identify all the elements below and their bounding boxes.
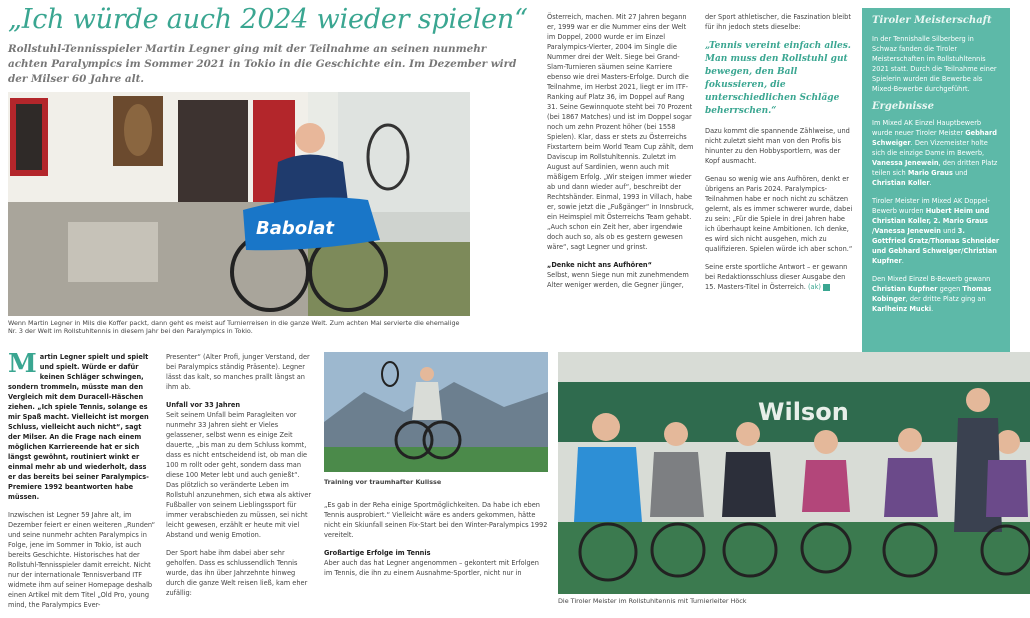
- paragraph: Inzwischen ist Legner 59 Jahre alt, im Dezember feiert er einen weiteren „Runden“ und seine nunmehr achten Paralympics in Folge, jene im Sommer in Tokio, ist auch bereits Geschichte. Historisches hat der Rollstuhl-Tennisspieler damit erreicht. Nicht nur der internationale Tennisverband ITF widmete ihm auf seiner Homepage deshalb einen Artikel mit dem Titel „Old Pro, young mind, the Paralympics Ever-: [8, 511, 156, 609]
- article-column-2: [166, 352, 314, 606]
- article-column-4: [547, 12, 695, 298]
- photo-group-caption: Die Tiroler Meister im Rollstuhltennis mit Turnierleiter Höck: [558, 597, 747, 605]
- box-subheading: Ergebnisse: [872, 101, 934, 112]
- paragraph: „Es gab in der Reha einige Sportmöglichkeiten. Da habe ich eben Tennis ausprobiert.“ Vielleicht wäre es anders gekommen, hätte nicht ein Skiunfall seinen Fix-Start bei den Winter-Paralympics 1992 vereitelt.: [324, 501, 548, 539]
- paragraph: Dazu kommt die spannende Zählweise, und nicht zuletzt sieht man von den Profis bis hinunter zu den Hobbysportlern, was der Kopf ausmacht.: [705, 127, 850, 165]
- intro-paragraph: artin Legner spielt und spielt und spielt. Würde er dafür keinen Schläger schwingen, sondern trommeln, müsste man den Vergleich mit dem Duracell-Häschen ziehen. „Ich spiele Tennis, solange es mir Spaß macht. Vielleicht ist morgen Schluss, vielleicht auch nicht“, sagt der Milser. An die Frage nach einem möglichen Karriereende hat er sich längst gewöhnt, routiniert winkt er einmal mehr ab und wiederholt, dass er das bereits bei seiner Paralympics-Premiere 1992 beantworten habe müssen.: [8, 353, 149, 501]
- paragraph: Genau so wenig wie ans Aufhören, denkt er übrigens an Paris 2024. Paralympics-Teilnahmen habe er noch nicht zu schätzen gelernt, als es immer schwerer wurde, dabei zu sein: „Für die Spiele in drei Jahren habe ich überhaupt keine Ambitionen. Ich denke, es wird sich nicht ausgehen, mich zu qualifizieren. Spielen würde ich aber schon.“: [705, 175, 853, 253]
- box-title: Tiroler Meisterschaft: [872, 15, 992, 26]
- photo-legner-caption: Wenn Martin Legner in Mils die Koffer packt, dann geht es meist auf Turnierreisen in die ganze Welt. Zum achten Mal servierte die ehemalige Nr. 3 der Welt im Rollstuhltennis in diesem Jahr bei den Paralympics in Tokio.: [8, 319, 460, 335]
- paragraph: Seine erste sportliche Antwort – er gewann bei Redaktionsschluss dieser Ausgabe den 15. Masters-Titel in Österreich.: [705, 263, 848, 291]
- box-paragraph: Im Mixed AK Einzel Hauptbewerb wurde neuer Tiroler Meister Gebhard Schweiger. Den Vizemeister holte sich die einzige Dame im Bewerb, Vanessa Jenewein, den dritten Platz teilen sich Mario Graus und Christian Koller.: [872, 119, 998, 187]
- paragraph: Der Sport habe ihm dabei aber sehr geholfen. Dass es schlussendlich Tennis wurde, das ihn über Jahrzehnte hinweg durch die ganze Welt reisen ließ, kam eher zufällig:: [166, 549, 308, 597]
- lead-paragraph: Rollstuhl-Tennisspieler Martin Legner ging mit der Teilnahme an seinen nunmehr achten Paralympics im Sommer 2021 in Tokio in die Geschichte ein. Im Dezember wird der Milser 60 Jahre alt.: [8, 43, 517, 85]
- drop-cap: M: [8, 349, 37, 379]
- paragraph: Presenter“ (Alter Profi, junger Verstand, der bei Paralympics ständig Präsente). Legner lässt das kalt, so manches prallt längst an ihm ab.: [166, 353, 310, 391]
- paragraph: Seit seinem Unfall beim Paragleiten vor nunmehr 33 Jahren sieht er Vieles gelassener, selbst wenn es einige Zeit dauerte, „bis man zu dem Schluss kommt, dass es nicht entscheidend ist, ob man die 100 m rollt oder geht, sondern dass man diese 100 Meter lebt und auch genießt“. Das plötzlich so veränderte Leben im Rollstuhl anzunehmen, sich etwa als aktiver Fußballer von seinem Lieblingssport für immer verabschieden zu müssen, sei nicht leicht gewesen, erzählt er heute mit viel Abstand und wenig Emotion.: [166, 411, 312, 539]
- box-paragraph: Tiroler Meister im Mixed AK Doppel-Bewerb wurden Hubert Heim und Christian Koller, 2. Mario Graus /Vanessa Jenewein und 3. Gottfried Gratz/Thomas Schneider und Gebhard Schweiger/Christian Kupfner.: [872, 197, 1000, 265]
- article-column-5: [705, 12, 853, 300]
- article-column-1: [8, 349, 156, 618]
- box-paragraph: Den Mixed Einzel B-Bewerb gewann Christian Kupfner gegen Thomas Kobinger, der dritte Platz ging an Karlheinz Mucki.: [872, 275, 992, 313]
- box-paragraph: In der Tennishalle Silberberg in Schwaz fanden die Tiroler Meisterschaften im Rollstuhltennis 2021 statt. Durch die Teilnahme einer Spielerin wurden die Bewerbe als Mixed-Bewerbe durchgeführt.: [872, 35, 997, 93]
- pull-quote: „Tennis vereint einfach alles. Man muss den Rollstuhl gut bewegen, den Ball fokussieren, die unterschiedlichen Schläge beherrschen.“: [705, 41, 851, 116]
- wall-banner-brand: Wilson: [758, 398, 849, 426]
- author-signature: (ak): [807, 283, 821, 291]
- paragraph: Österreich, machen. Mit 27 Jahren begann er, 1999 war er die Nummer eins der Welt im Doppel, 2000 wurde er im Einzel Paralympics-Vierter, 2004 im Single die Nummer drei der Welt. Siege bei Grand-Slam-Turnieren säumen seine Karriere ebenso wie drei Masters-Erfolge. Durch die Teilnahme, im Herbst 2021, liegt er im ITF-Ranking auf Platz 36, im Doppel auf Rang 31. Seine Gewinnquote steht bei 70 Prozent (bei 1867 Matches) und ist im Doppel sogar noch um zehn Prozent höher (bei 1558 Spielen). Klar, dass er stets zu Österreichs Fixstartern beim World Team Cup zählt, dem Daviscup im Rollstuhltennis. Zuletzt im August auf Sardinien, wenn auch mit mäßigem Erfolg. „Wir steigen immer wieder ab und dann wieder auf“, beschreibt der Rechtshänder. Einmal, 1993 in Villach, habe er, sowie jetzt die „Fußgänger“ in Innsbruck, ein Heimspiel mit Österreichs Team gehabt. „Auch schon ein Zeit her, aber irgendwie doch auch so, als ob es gestern gewesen wäre“, sagt Legner und grinst.: [547, 13, 694, 251]
- info-box-tiroler-meisterschaft: [862, 8, 1010, 370]
- subheading: Großartige Erfolge im Tennis: [324, 549, 431, 557]
- photo-group-champions: [558, 352, 1030, 594]
- photo-legner-house: [8, 92, 470, 316]
- photo-training-caption: Training vor traumhafter Kulisse: [324, 478, 442, 486]
- subheading: „Denke nicht ans Aufhören“: [547, 261, 652, 269]
- subheading: Unfall vor 33 Jahren: [166, 401, 241, 409]
- photo-training: [324, 352, 548, 472]
- paragraph: der Sport athletischer, die Faszination bleibt für ihn jedoch stets dieselbe:: [705, 13, 851, 31]
- paragraph: Selbst, wenn Siege nun mit zunehmendem Alter weniger werden, die Gegner jünger,: [547, 271, 689, 289]
- paragraph: Aber auch das hat Legner angenommen – gekontert mit Erfolgen im Tennis, die ihn zu einem Ausnahme-Sportler, nicht nur in: [324, 559, 539, 577]
- article-end-icon: [823, 284, 830, 291]
- headline: „Ich würde auch 2024 wieder spielen“: [8, 4, 528, 35]
- article-column-3: [324, 500, 548, 586]
- racket-bag-brand: Babolat: [256, 218, 335, 239]
